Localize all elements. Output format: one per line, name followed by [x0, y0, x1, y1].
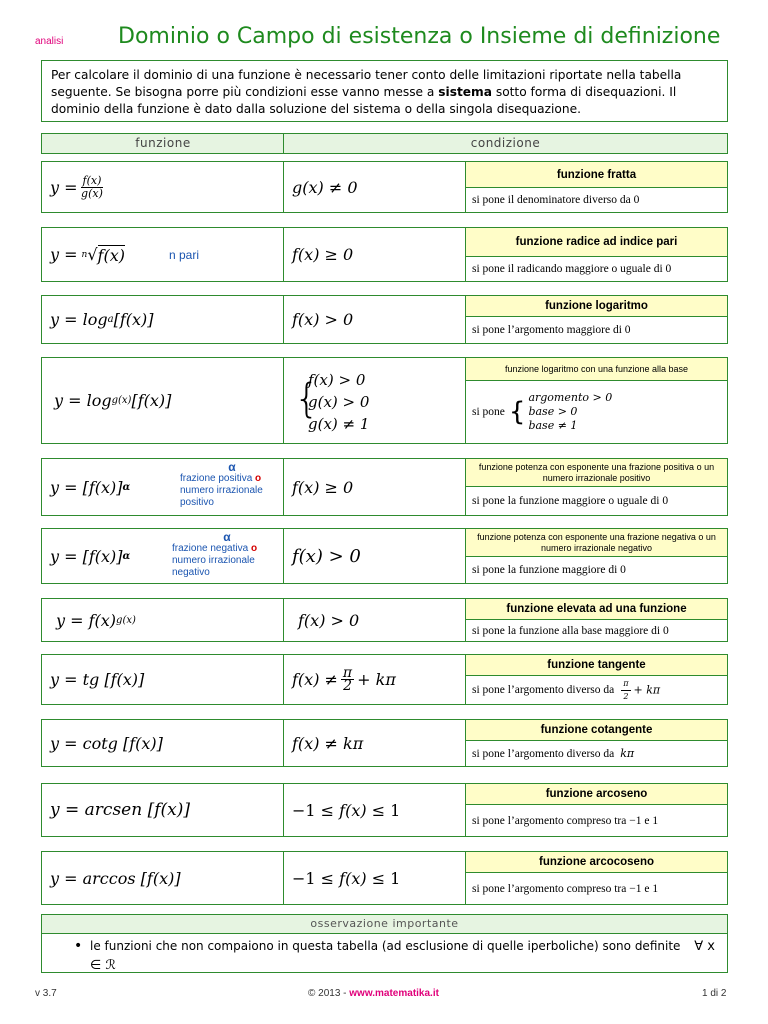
- function-cell-arccos: y = arccos [f(x)]: [41, 851, 285, 905]
- rule-text: si pone la funzione maggiore o uguale di 0: [466, 487, 727, 515]
- header-condition: condizione: [283, 133, 728, 154]
- rule-text: si pone l’argomento maggiore di 0: [466, 317, 727, 343]
- rule-title: funzione radice ad indice pari: [466, 228, 727, 257]
- condition-cell-root: f(x) ≥ 0: [283, 227, 728, 282]
- rule-text: si pone il radicando maggiore o uguale di 0: [466, 257, 727, 281]
- rule-text: si pone il denominatore diverso da 0: [466, 188, 727, 212]
- function-cell-cot: y = cotg [f(x)]: [41, 719, 285, 767]
- rule-box-arccos: [465, 851, 728, 905]
- rule-box-log-base: [465, 357, 728, 444]
- rule-title: funzione cotangente: [466, 720, 727, 741]
- rule-box-root: [465, 227, 728, 282]
- condition-cell-tan: f(x) ≠ $\frac{\pi}{2}$ + kπ: [283, 654, 728, 705]
- system-brace: {: [294, 376, 320, 422]
- function-cell-log-base: y = log g(x) [f(x)]: [41, 357, 285, 444]
- rule-text: si pone l’argomento compreso tra −1 e 1: [466, 805, 727, 836]
- rule-box-power-pos: [465, 458, 728, 516]
- exponent-note-neg: α frazione negativa o numero irrazionale negativo: [172, 530, 258, 578]
- rule-title: funzione potenza con esponente una frazione positiva o un numero irrazionale positivo: [466, 459, 727, 487]
- function-cell-power-pos: y = [f(x)] α α frazione positiva o numero irrazionale positivo: [41, 458, 285, 516]
- rule-text: si pone la funzione maggiore di 0: [466, 557, 727, 583]
- function-cell-power-neg: y = [f(x)] α α frazione negativa o numero irrazionale negativo: [41, 528, 285, 584]
- copyright: © 2013 - www.matematika.it: [308, 988, 439, 999]
- intro-text-2: sotto forma di disequazioni. Il dominio della funzione è dato dalla soluzione del sistema o della singola disequazione.: [51, 85, 677, 116]
- observation-title: osservazione importante: [41, 914, 728, 934]
- condition-cell-arccos: −1 ≤ f(x) ≤ 1: [283, 851, 728, 905]
- rule-title: funzione arcocoseno: [466, 852, 727, 873]
- function-cell-arcsin: y = arcsen [f(x)]: [41, 783, 285, 837]
- observation-body: [41, 933, 728, 973]
- function-cell-exp: y = f(x) g(x): [41, 598, 285, 642]
- bullet-icon: •: [74, 938, 83, 954]
- rule-box-tan: [465, 654, 728, 705]
- rule-title: funzione tangente: [466, 655, 727, 676]
- rule-box-exp: [465, 598, 728, 642]
- intro-text-1: Per calcolare il dominio di una funzione è necessario tener conto delle limitazioni riportate nella tabella seguente. Se bisogna porre più condizioni esse vanno messe a: [51, 68, 682, 99]
- condition-cell-exp: f(x) > 0: [283, 598, 728, 642]
- condition-cell-arcsin: −1 ≤ f(x) ≤ 1: [283, 783, 728, 837]
- condition-cell-power-neg: f(x) > 0: [283, 528, 728, 584]
- rule-text: si pone: [472, 405, 505, 418]
- site-link[interactable]: www.matematika.it: [349, 988, 439, 999]
- function-cell-fraction: y = $\frac{f(x)}{g(x)}$: [41, 161, 285, 213]
- rule-title: funzione fratta: [466, 162, 727, 188]
- page-title: Dominio o Campo di esistenza o Insieme di definizione: [118, 24, 721, 49]
- version-label: v 3.7: [35, 988, 57, 999]
- rule-text: si pone l’argomento diverso da: [472, 747, 615, 760]
- intro-box: [41, 60, 728, 122]
- header-function: funzione: [41, 133, 285, 154]
- rule-box-cot: [465, 719, 728, 767]
- page-number: 1 di 2: [702, 988, 727, 999]
- condition-cell-cot: f(x) ≠ kπ: [283, 719, 728, 767]
- rule-body: si pone { argomento > 0 base > 0 base ≠ 1: [466, 381, 727, 442]
- rule-list: argomento > 0 base > 0 base ≠ 1: [528, 390, 613, 432]
- condition-cell-fraction: g(x) ≠ 0: [283, 161, 728, 213]
- section-tag: analisi: [35, 36, 64, 47]
- rule-text: si pone l’argomento diverso da: [472, 684, 615, 696]
- observation-math: ∀ x ∈ ℛ: [90, 939, 715, 973]
- rule-title: funzione elevata ad una funzione: [466, 599, 727, 620]
- exponent-note-pos: α frazione positiva o numero irrazionale positivo: [180, 460, 263, 508]
- condition-cell-power-pos: f(x) ≥ 0: [283, 458, 728, 516]
- function-cell-root: y = n √ f(x) n pari: [41, 227, 285, 282]
- rule-title: funzione logaritmo: [466, 296, 727, 317]
- rule-title: funzione potenza con esponente una frazione negativa o un numero irrazionale negativo: [466, 529, 727, 557]
- observation-text: le funzioni che non compaiono in questa tabella (ad esclusione di quelle iperboliche) sono definite: [90, 939, 681, 953]
- function-cell-tan: y = tg [f(x)]: [41, 654, 285, 705]
- rule-box-arcsin: [465, 783, 728, 837]
- root-index-note: n pari: [168, 247, 199, 262]
- condition-cell-log: f(x) > 0: [283, 295, 728, 344]
- system-conditions: f(x) > 0 g(x) > 0 g(x) ≠ 1: [308, 371, 370, 433]
- rule-box-power-neg: [465, 528, 728, 584]
- rule-title: funzione arcoseno: [466, 784, 727, 805]
- rule-box-log: [465, 295, 728, 344]
- rule-body: si pone l’argomento diverso da $\frac{\pi}{2}$ + kπ: [466, 676, 727, 704]
- rule-title: funzione logaritmo con una funzione alla base: [466, 358, 727, 381]
- rule-text: si pone la funzione alla base maggiore di 0: [466, 620, 727, 641]
- function-cell-log: y = log a [f(x)]: [41, 295, 285, 344]
- rule-box-fraction: [465, 161, 728, 213]
- rule-text: si pone l’argomento compreso tra −1 e 1: [466, 873, 727, 904]
- intro-bold: sistema: [438, 85, 492, 99]
- rule-body: si pone l’argomento diverso da kπ: [466, 741, 727, 766]
